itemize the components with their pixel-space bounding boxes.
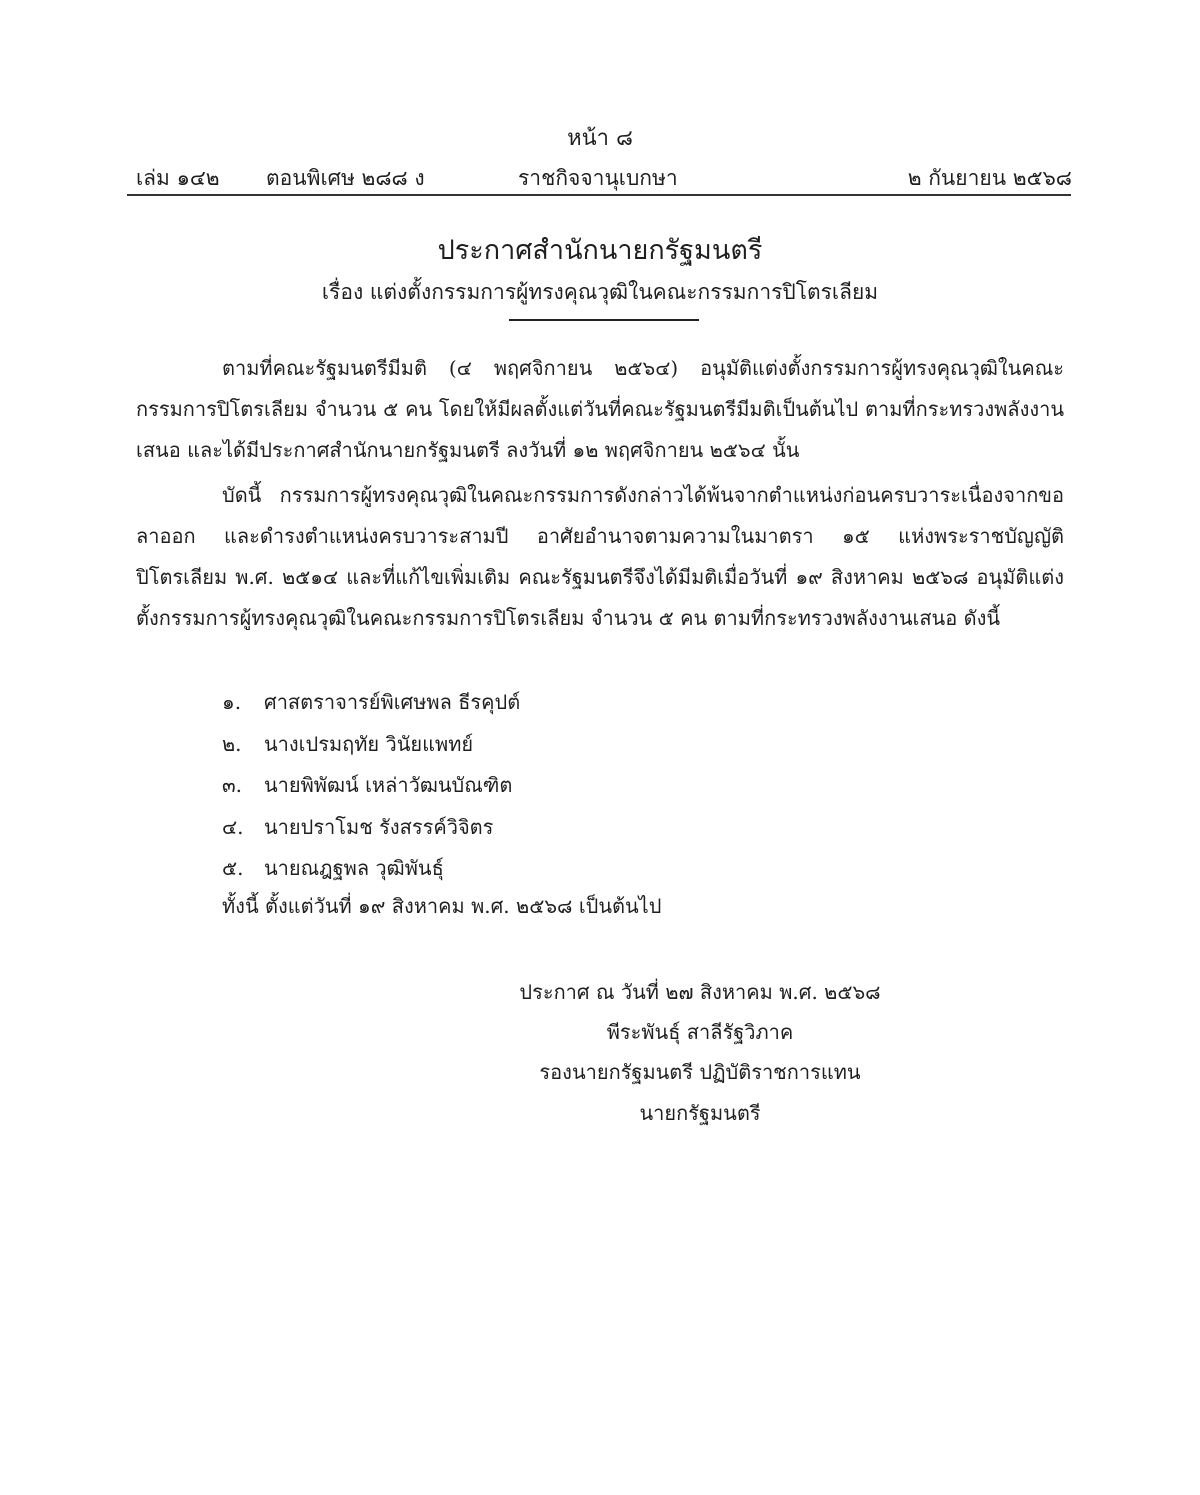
list-item <box>222 807 520 849</box>
member-number: ๑. <box>222 690 242 714</box>
signatory-position: รองนายกรัฐมนตรี ปฏิบัติราชการแทน <box>539 1060 861 1084</box>
member-number: ๒. <box>222 731 242 756</box>
gazette-header <box>136 162 1072 192</box>
member-number: ๓. <box>222 773 243 797</box>
header-date: ๒ กันยายน ๒๕๖๘ <box>907 166 1072 190</box>
header-section: ตอนพิเศษ ๒๘๘ ง <box>266 166 425 190</box>
body-paragraph-2: บัดนี้ กรรมการผู้ทรงคุณวุฒิในคณะกรรมการดังกล่าวได้พ้นจากตำแหน่งก่อนครบวาระเนื่องจากขอลาออก และดำรงตำแหน่งครบวาระสามปี อาศัยอำนาจตามความในมาตรา ๑๕ แห่งพระราชบัญญัติปิโตรเลียม พ.ศ. ๒๕๑๔ และที่แก้ไขเพิ่มเติม คณะรัฐมนตรีจึงได้มีมติเมื่อวันที่ ๑๙ สิงหาคม ๒๕๖๘ อนุมัติแต่งตั้งกรรมการผู้ทรงคุณวุฒิในคณะกรรมการปิโตรเลียม จำนวน ๕ คน ตามที่กระทรวงพลังงานเสนอ ดังนี้ <box>136 483 1064 630</box>
list-item <box>222 765 520 807</box>
header-divider <box>127 194 1071 196</box>
body-paragraph-1: ตามที่คณะรัฐมนตรีมีมติ (๔ พฤศจิกายน ๒๕๖๔) อนุมัติแต่งตั้งกรรมการผู้ทรงคุณวุฒิในคณะกรรมการปิโตรเลียม จำนวน ๕ คน โดยให้มีผลตั้งแต่วันที่คณะรัฐมนตรีมีมติเป็นต้นไป ตามที่กระทรวงพลังงานเสนอ และได้มีประกาศสำนักนายกรัฐมนตรี ลงวันที่ ๑๒ พฤศจิกายน ๒๕๖๔ นั้น <box>136 356 1064 462</box>
member-name: นายณฎฐพล วุฒิพันธุ์ <box>264 856 444 880</box>
title-underline <box>509 319 699 321</box>
signatory-name: พีระพันธุ์ สาลีรัฐวิภาค <box>606 1020 794 1044</box>
list-item <box>222 682 520 724</box>
signature-date: ประกาศ ณ วันที่ ๒๗ สิงหาคม พ.ศ. ๒๕๖๘ <box>519 980 881 1004</box>
member-number: ๕. <box>222 856 244 880</box>
member-name: นางเปรมฤทัย วินัยแพทย์ <box>264 731 474 756</box>
announcement-title: ประกาศสำนักนายกรัฐมนตรี <box>437 235 763 266</box>
list-item <box>222 724 520 766</box>
signatory-position-2: นายกรัฐมนตรี <box>639 1101 761 1125</box>
effective-date: ทั้งนี้ ตั้งแต่วันที่ ๑๙ สิงหาคม พ.ศ. ๒๕๖๘ เป็นต้นไป <box>222 894 662 918</box>
page-number: หน้า ๘ <box>567 126 633 151</box>
list-item <box>222 848 520 890</box>
member-name: ศาสตราจารย์พิเศษพล ธีรคุปต์ <box>264 690 521 714</box>
member-number: ๔. <box>222 814 244 839</box>
member-name: นายปราโมช รังสรรค์วิจิตร <box>264 814 494 839</box>
member-name: นายพิพัฒน์ เหล่าวัฒนบัณฑิต <box>264 773 513 797</box>
member-list <box>222 682 520 890</box>
header-gazette-name: ราชกิจจานุเบกษา <box>518 166 678 190</box>
announcement-subject: เรื่อง แต่งตั้งกรรมการผู้ทรงคุณวุฒิในคณะกรรมการปิโตรเลียม <box>321 280 879 304</box>
header-volume: เล่ม ๑๔๒ <box>136 166 220 190</box>
